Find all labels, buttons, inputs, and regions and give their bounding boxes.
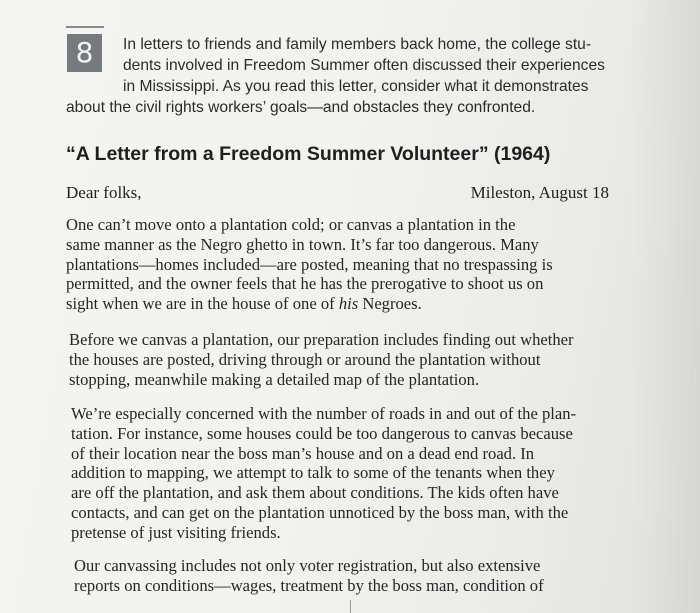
section-rule [66,26,104,28]
paragraph-line: plantations—homes included—are posted, meaning that no trespassing is [66,254,553,274]
paragraph-line: Before we canvas a plantation, our preparation includes finding out whether [69,330,574,349]
paragraph-line: the houses are posted, driving through or around the plantation without [69,349,541,369]
document-title: “A Letter from a Freedom Summer Volunteer” (1964) [66,143,551,165]
intro-line: about the civil rights workers’ goals—and obstacles they confronted. [66,99,536,116]
paragraph-line: One can’t move onto a plantation cold; or canvas a plantation in the [66,215,516,234]
paragraph-line: of their location near the boss man’s house and on a dead end road. In [71,443,535,463]
letter-paragraph-3 [71,404,576,543]
italic-emphasis: his [338,294,359,314]
paragraph-line: are off the plantation, and ask them about conditions. The kids often have [71,483,559,503]
page-crease-mark [350,600,351,613]
intro-line: In letters to friends and family members back home, the college stu- [123,36,592,53]
paragraph-line: permitted, and the owner feels that he has the prerogative to shoot us on [66,274,544,294]
paragraph-line: addition to mapping, we attempt to talk to some of the tenants when they [71,463,555,483]
paragraph-line: Our canvassing includes not only voter registration, but also extensive [74,556,541,575]
page-shadow [630,0,700,613]
letter-paragraph-4 [74,556,544,596]
intro-text [66,34,616,118]
paragraph-line: contacts, and can get on the plantation unnoticed by the boss man, with the [71,502,569,522]
letter-dateline: Mileston, August 18 [470,183,609,202]
text-run: sight when we are in the house of one of [66,294,339,314]
paragraph-line: reports on conditions—wages, treatment by the boss man, condition of [74,575,544,595]
paragraph-line: We’re especially concerned with the number of roads in and out of the plan- [71,404,577,423]
intro-line: in Mississippi. As you read this letter, consider what it demonstrates [123,78,589,95]
letter-salutation: Dear folks, [66,183,142,202]
letter-paragraph-2 [69,330,574,389]
text-run: Negroes. [358,294,422,314]
intro-line: dents involved in Freedom Summer often discussed their experiences [123,57,605,74]
document-number-badge: 8 [67,34,102,72]
paragraph-line: pretense of just visiting friends. [71,522,281,542]
paragraph-line: stopping, meanwhile making a detailed map of the plantation. [69,369,480,389]
letter-paragraph-1 [66,215,553,314]
paragraph-line [66,294,553,314]
paragraph-line: tation. For instance, some houses could be too dangerous to canvas because [71,423,573,443]
paragraph-line: same manner as the Negro ghetto in town. It’s far too dangerous. Many [66,234,539,254]
